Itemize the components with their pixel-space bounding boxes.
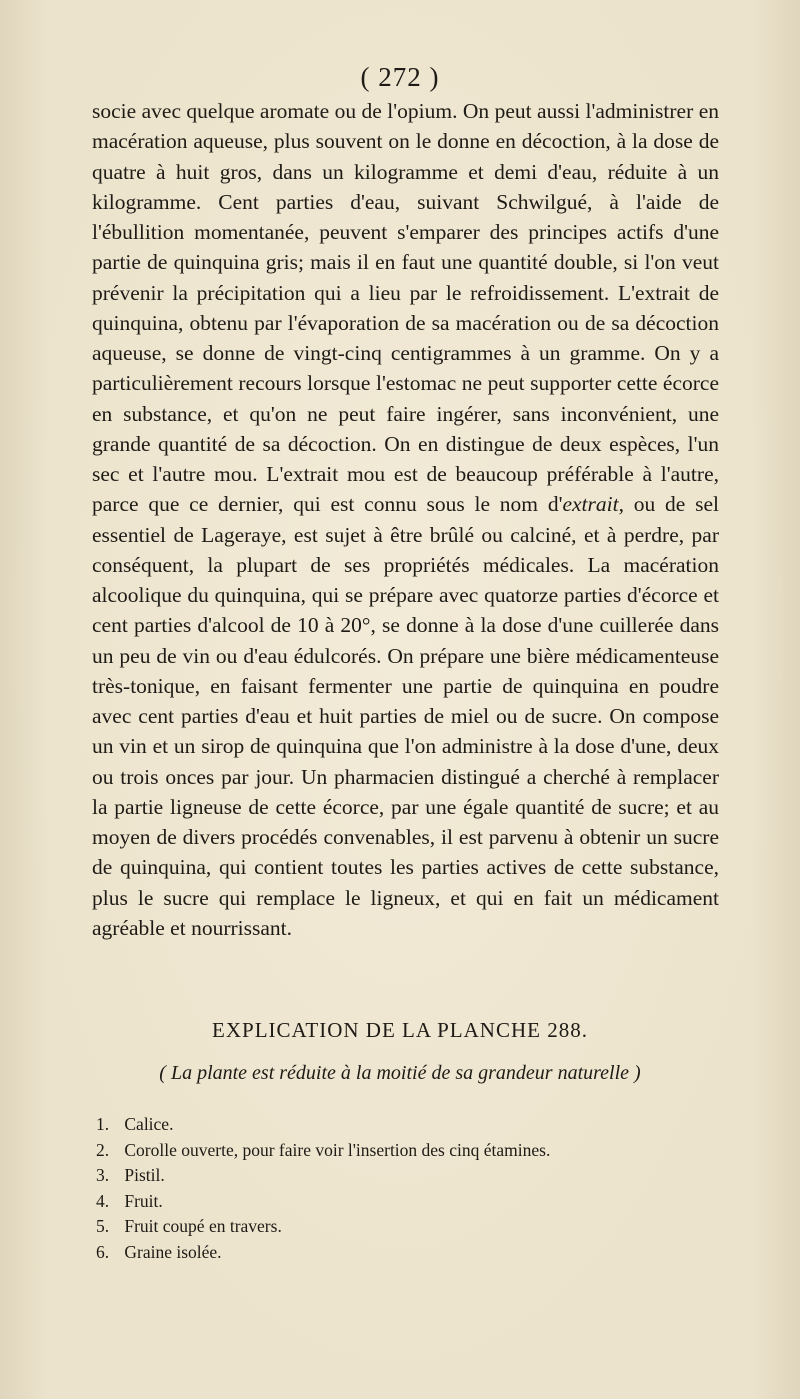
body-text — [92, 96, 719, 943]
legend-item-text: Fruit. — [124, 1190, 163, 1211]
page-number: ( 272 ) — [360, 62, 440, 92]
legend-item — [96, 1214, 716, 1240]
legend-item-number: 6. — [96, 1241, 110, 1262]
legend-item — [96, 1112, 716, 1138]
plate-heading: EXPLICATION DE LA PLANCHE 288. — [212, 1018, 588, 1042]
legend-item — [96, 1240, 716, 1266]
plate-scale-note: ( La plante est réduite à la moitié de sa grandeur naturelle ) — [159, 1062, 641, 1084]
figure-legend-list — [96, 1112, 716, 1266]
body-text-part-2: , ou de sel essentiel de Lageraye, est sujet à être brûlé ou calciné, et à perdre, par conséquent, la plupart de ses propriétés médicales. La macération alcoolique du quinquina, qui se prépare avec quatorze parties d'écorce et cent parties d'alcool de 10 à 20°, se donne à la dose d'une cuillerée dans un peu de vin ou d'eau édulcorés. On prépare une bière médicamenteuse très-tonique, en faisant fermenter une partie de quinquina en poudre avec cent parties d'eau et huit parties de miel ou de sucre. On compose un vin et un sirop de quinquina que l'on administre à la dose d'une, deux ou trois onces par jour. Un pharmacien distingué a cherché à remplacer la partie ligneuse de cette écorce, par une égale quantité de sucre; et au moyen de divers procédés convenables, il est parvenu à obtenir un sucre de quinquina, qui contient toutes les parties actives de cette substance, plus le sucre qui remplace le ligneux, et qui en fait un médicament agréable et nourrissant. — [92, 492, 719, 940]
italic-term-extrait: extrait — [562, 492, 619, 517]
legend-item-number: 2. — [96, 1139, 110, 1160]
legend-item-text: Corolle ouverte, pour faire voir l'insertion des cinq étamines. — [124, 1139, 551, 1160]
legend-item-text: Graine isolée. — [124, 1241, 222, 1262]
legend-item — [96, 1163, 716, 1189]
body-paragraph — [92, 96, 719, 943]
legend-item-number: 5. — [96, 1216, 110, 1237]
legend-item-number: 3. — [96, 1165, 110, 1186]
legend-item — [96, 1138, 716, 1164]
legend-item — [96, 1189, 716, 1215]
body-text-part-1: socie avec quelque aromate ou de l'opium. On peut aussi l'administrer en macération aqueuse, plus souvent on le donne en décoction, à la dose de quatre à huit gros, dans un kilogramme et demi d'eau, réduite à un kilogramme. Cent parties d'eau, suivant Schwilgué, à l'aide de l'ébullition momentanée, peuvent s'emparer des principes actifs d'une partie de quinquina gris; mais il en faut une quantité double, si l'on veut prévenir la précipitation qui a lieu par le refroidissement. L'extrait de quinquina, obtenu par l'évaporation de sa macération ou de sa décoction aqueuse, se donne de vingt-cinq centigrammes à un gramme. On y a particulièrement recours lorsque l'estomac ne peut supporter cette écorce en substance, et qu'on ne peut faire ingérer, sans inconvénient, une grande quantité de sa décoction. On en distingue de deux espèces, l'un sec et l'autre mou. L'extrait mou est de beaucoup préférable à l'autre, parce que ce dernier, qui est connu sous le nom d' — [92, 99, 719, 517]
legend-item-text: Fruit coupé en travers. — [124, 1216, 282, 1237]
legend-item-text: Pistil. — [124, 1165, 165, 1186]
legend-item-number: 4. — [96, 1190, 110, 1211]
legend-item-text: Calice. — [124, 1114, 174, 1134]
legend-item-number: 1. — [96, 1114, 110, 1134]
